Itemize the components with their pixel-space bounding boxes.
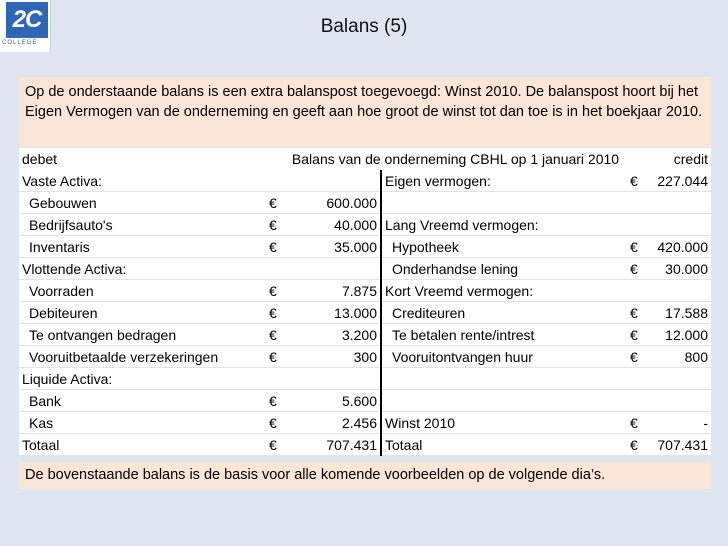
debit-value: 35.000 — [284, 236, 381, 258]
debit-currency — [266, 368, 284, 390]
credit-value — [645, 192, 711, 214]
credit-value — [645, 280, 711, 302]
debit-label: Voorraden — [19, 280, 266, 302]
debit-currency — [266, 170, 284, 192]
page-title: Balans (5) — [320, 16, 408, 37]
credit-label — [381, 192, 627, 214]
credit-currency: € — [627, 258, 645, 280]
debit-currency — [266, 258, 284, 280]
table-row — [19, 324, 711, 346]
credit-currency: € — [627, 302, 645, 324]
table-row — [19, 192, 711, 214]
credit-currency: € — [627, 412, 645, 434]
credit-label — [381, 390, 627, 412]
table-row — [19, 170, 711, 192]
credit-label: Crediteuren — [381, 302, 627, 324]
credit-currency — [627, 280, 645, 302]
credit-label: Onderhandse lening — [381, 258, 627, 280]
debit-currency: € — [266, 214, 284, 236]
debit-label: Te ontvangen bedragen — [19, 324, 266, 346]
debit-value: 600.000 — [284, 192, 381, 214]
debit-currency: € — [266, 302, 284, 324]
debit-label: Gebouwen — [19, 192, 266, 214]
intro-text: Op de onderstaande balans is een extra balanspost toegevoegd: Winst 2010. De balanspost hoort bij het Eigen Vermogen van de onderneming en geeft aan hoe groot de winst tot dan toe is in het boekjaar 2010. — [19, 77, 711, 147]
table-row — [19, 390, 711, 412]
logo-mark: 2C — [6, 2, 48, 38]
debit-value: 5.600 — [284, 390, 381, 412]
debit-label: Vooruitbetaalde verzekeringen — [19, 346, 266, 368]
credit-currency — [627, 214, 645, 236]
credit-total-label: Totaal — [381, 434, 627, 456]
debit-currency: € — [266, 346, 284, 368]
debit-value: 300 — [284, 346, 381, 368]
credit-label: Eigen vermogen: — [381, 170, 627, 192]
debit-value: 3.200 — [284, 324, 381, 346]
debit-currency: € — [266, 412, 284, 434]
credit-value — [645, 368, 711, 390]
credit-label — [381, 368, 627, 390]
debit-currency: € — [266, 280, 284, 302]
debit-value: 40.000 — [284, 214, 381, 236]
balance-table — [19, 148, 711, 456]
table-row — [19, 236, 711, 258]
credit-value: - — [645, 412, 711, 434]
table-row — [19, 280, 711, 302]
credit-currency: € — [627, 236, 645, 258]
table-row — [19, 258, 711, 280]
table-header-row — [19, 148, 711, 170]
credit-currency: € — [627, 434, 645, 456]
debit-currency: € — [266, 324, 284, 346]
credit-currency — [627, 390, 645, 412]
debit-label: Inventaris — [19, 236, 266, 258]
credit-value: 800 — [645, 346, 711, 368]
debet-label: debet — [22, 151, 58, 167]
credit-label: Kort Vreemd vermogen: — [381, 280, 627, 302]
footer-note: De bovenstaande balans is de basis voor alle komende voorbeelden op de volgende dia’s. — [19, 462, 711, 489]
credit-value: 17.588 — [645, 302, 711, 324]
debit-value — [284, 258, 381, 280]
credit-label: Lang Vreemd vermogen: — [381, 214, 627, 236]
credit-value: 30.000 — [645, 258, 711, 280]
credit-total-value: 707.431 — [645, 434, 711, 456]
credit-value: 12.000 — [645, 324, 711, 346]
credit-value — [645, 390, 711, 412]
logo-text: COLLEGE — [2, 40, 38, 46]
debit-value — [284, 368, 381, 390]
debit-currency: € — [266, 192, 284, 214]
table-row — [19, 346, 711, 368]
table-title: Balans van de onderneming CBHL op 1 januari 2010 — [291, 151, 620, 167]
debit-value — [284, 170, 381, 192]
debit-currency: € — [266, 390, 284, 412]
credit-label: Winst 2010 — [381, 412, 627, 434]
credit-currency: € — [627, 346, 645, 368]
credit-label: Hypotheek — [381, 236, 627, 258]
debit-label: Bedrijfsauto's — [19, 214, 266, 236]
debit-total-label: Totaal — [19, 434, 266, 456]
debit-label: Vlottende Activa: — [19, 258, 266, 280]
credit-value — [645, 214, 711, 236]
credit-label: Vooruitontvangen huur — [381, 346, 627, 368]
credit-value: 227.044 — [645, 170, 711, 192]
debit-label: Bank — [19, 390, 266, 412]
credit-currency: € — [627, 324, 645, 346]
debit-label: Liquide Activa: — [19, 368, 266, 390]
debit-value: 7.875 — [284, 280, 381, 302]
debit-total-value: 707.431 — [284, 434, 381, 456]
credit-currency — [627, 192, 645, 214]
debit-label: Kas — [19, 412, 266, 434]
total-row — [19, 434, 711, 456]
table-row — [19, 412, 711, 434]
credit-currency: € — [627, 170, 645, 192]
debit-value: 13.000 — [284, 302, 381, 324]
table-row — [19, 214, 711, 236]
debit-currency: € — [266, 434, 284, 456]
debit-label: Debiteuren — [19, 302, 266, 324]
credit-label: credit — [673, 151, 708, 167]
debit-label: Vaste Activa: — [19, 170, 266, 192]
credit-value: 420.000 — [645, 236, 711, 258]
debit-currency: € — [266, 236, 284, 258]
debit-value: 2.456 — [284, 412, 381, 434]
credit-currency — [627, 368, 645, 390]
table-row — [19, 368, 711, 390]
credit-label: Te betalen rente/intrest — [381, 324, 627, 346]
table-row — [19, 302, 711, 324]
